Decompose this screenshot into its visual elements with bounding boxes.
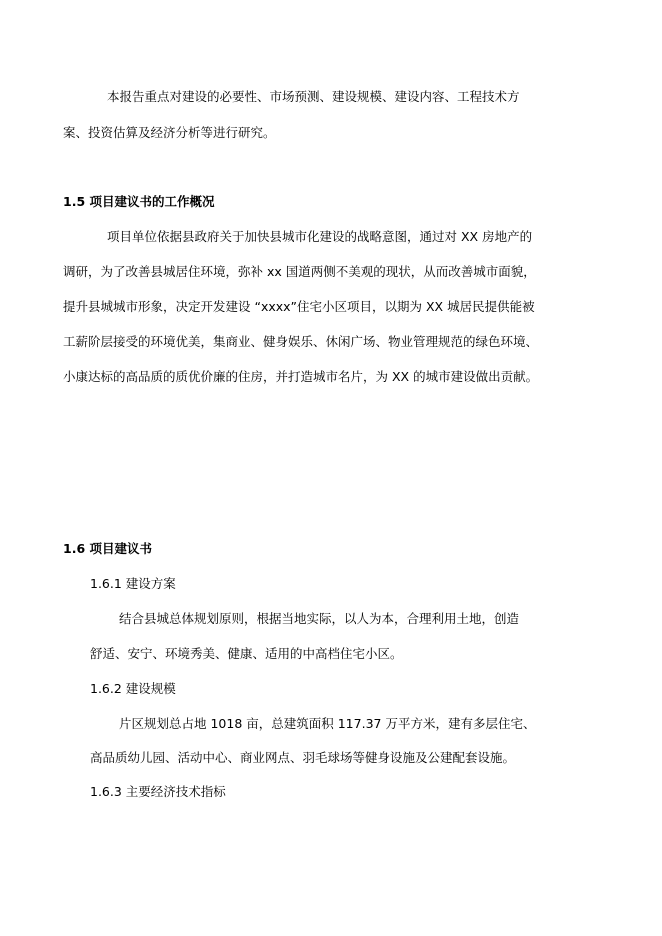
- section-1-6-1-line-1: 结合县城总体规划原则，根据当地实际，以人为本，合理利用土地，创造: [119, 611, 520, 626]
- section-1-6-3-heading: 1.6.3 主要经济技术指标: [90, 784, 226, 799]
- section-1-6-heading: 1.6 项目建议书: [63, 541, 152, 556]
- section-1-5-line-3: 提升县城城市形象，决定开发建设 “xxxx”住宅小区项目，以期为 XX 城居民提供能被: [63, 299, 535, 314]
- section-1-5-line-5: 小康达标的高品质的质优价廉的住房，并打造城市名片，为 XX 的城市建设做出贡献。: [63, 369, 539, 384]
- intro-line-2: 案、投资估算及经济分析等进行研究。: [63, 125, 276, 140]
- section-1-5-line-1: 项目单位依据县政府关于加快县城市化建设的战略意图，通过对 XX 房地产的: [107, 229, 533, 244]
- section-1-6-1-line-2: 舒适、安宁、环境秀美、健康、适用的中高档住宅小区。: [90, 646, 403, 661]
- section-1-5-heading: 1.5 项目建议书的工作概况: [63, 194, 215, 209]
- section-1-5-line-4: 工薪阶层接受的环境优美，集商业、健身娱乐、休闲广场、物业管理规范的绿色环境、: [63, 334, 539, 349]
- section-1-6-2-line-2: 高品质幼儿园、活动中心、商业网点、羽毛球场等健身设施及公建配套设施。: [90, 750, 516, 765]
- section-1-6-2-line-1: 片区规划总占地 1018 亩，总建筑面积 117.37 万平方米，建有多层住宅、: [119, 716, 536, 731]
- section-1-6-2-heading: 1.6.2 建设规模: [90, 681, 176, 696]
- intro-line-1: 本报告重点对建设的必要性、市场预测、建设规模、建设内容、工程技术方: [107, 89, 520, 104]
- section-1-5-line-2: 调研，为了改善县城居住环境，弥补 xx 国道两侧不美观的现状，从而改善城市面貌，: [63, 264, 536, 279]
- section-1-6-1-heading: 1.6.1 建设方案: [90, 576, 176, 591]
